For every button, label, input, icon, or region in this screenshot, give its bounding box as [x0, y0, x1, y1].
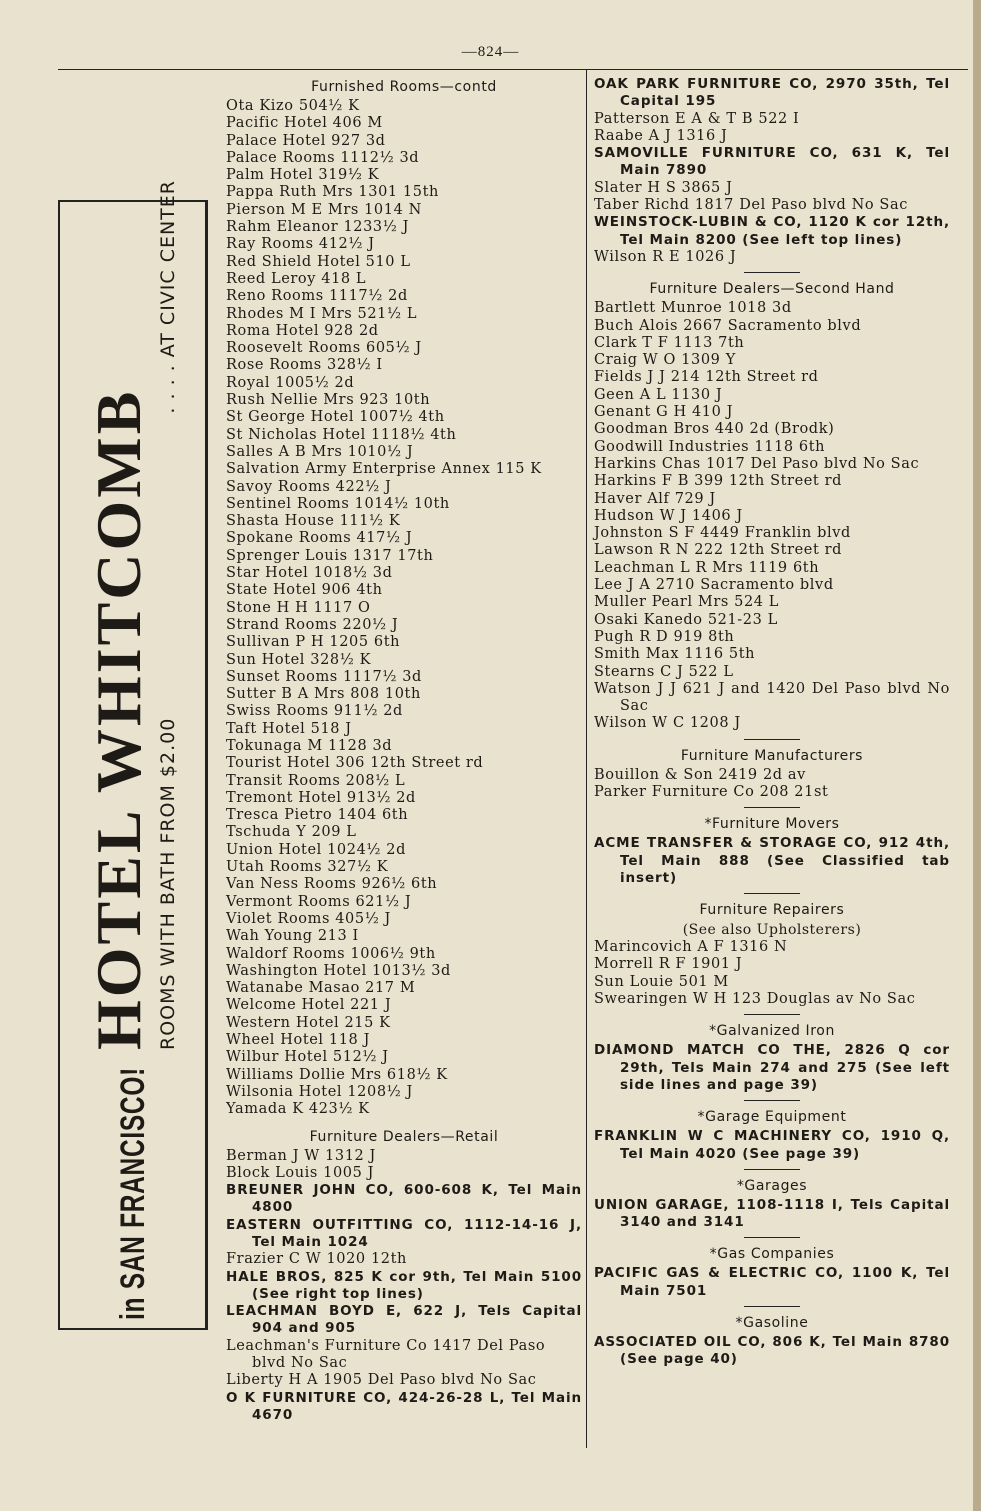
ad-city-line: in SAN FRANCISCO!: [113, 1067, 151, 1320]
bold-listing: HALE BROS, 825 K cor 9th, Tel Main 5100 (See right top lines): [226, 1268, 582, 1302]
ad-hotel-name: HOTEL WHITCOMB: [82, 388, 154, 1050]
header-rule: [58, 69, 968, 70]
list-item: Smith Max 1116 5th: [594, 646, 756, 663]
list-item: Buch Alois 2667 Sacramento blvd: [594, 317, 862, 334]
right-column: [594, 76, 950, 1369]
list-item: Transit Rooms 208½ L: [226, 772, 406, 789]
ad-tagline: [157, 180, 179, 1050]
list-item: Stone H H 1117 O: [226, 599, 371, 616]
list-item: Tremont Hotel 913½ 2d: [226, 789, 416, 806]
list-item: Craig W O 1309 Y: [594, 352, 736, 369]
list-item: Sentinel Rooms 1014½ 10th: [226, 495, 450, 512]
bold-listing: LEACHMAN BOYD E, 622 J, Tels Capital 904 and 905: [226, 1303, 582, 1337]
list-item: Sun Louie 501 M: [594, 973, 729, 990]
list-item: Shasta House 111½ K: [226, 513, 401, 530]
list-item: Palace Hotel 927 3d: [226, 132, 386, 149]
list-item: Reno Rooms 1117½ 2d: [226, 288, 408, 305]
list-item: Sun Hotel 328½ K: [226, 651, 372, 668]
list-item: Lawson R N 222 12th Street rd: [594, 542, 843, 559]
section-heading-galvanized-iron: *Galvanized Iron: [709, 1023, 835, 1040]
list-item: Block Louis 1005 J: [226, 1164, 375, 1181]
retail-dealers-list: [226, 1148, 582, 1425]
list-item: Osaki Kanedo 521-23 L: [594, 611, 778, 628]
section-divider: [744, 1306, 800, 1307]
section-divider: [744, 893, 800, 894]
list-item: Parker Furniture Co 208 21st: [594, 783, 829, 800]
list-item: Reed Leroy 418 L: [226, 270, 367, 287]
list-item: Rahm Eleanor 1233½ J: [226, 219, 410, 236]
bold-listing: UNION GARAGE, 1108-1118 I, Tels Capital 3140 and 3141: [594, 1196, 950, 1231]
bold-listing: WEINSTOCK-LUBIN & CO, 1120 K cor 12th, Tel Main 8200 (See left top lines): [594, 214, 950, 248]
list-item: Tresca Pietro 1404 6th: [226, 807, 409, 824]
section-heading-garage-equipment: *Garage Equipment: [697, 1109, 847, 1126]
list-item: Marincovich A F 1316 N: [594, 939, 788, 956]
list-item: Washington Hotel 1013½ 3d: [226, 962, 451, 979]
section-heading-repairers: Furniture Repairers: [699, 902, 845, 919]
list-item: Yamada K 423½ K: [226, 1101, 370, 1118]
furnished-rooms-list: [226, 98, 582, 1119]
list-item: Ota Kizo 504½ K: [226, 98, 360, 114]
list-item: Geen A L 1130 J: [594, 386, 723, 403]
list-item: Utah Rooms 327½ K: [226, 859, 389, 876]
bold-listing: EASTERN OUTFITTING CO, 1112-14-16 J, Tel Main 1024: [226, 1216, 582, 1250]
list-item: Patterson E A & T B 522 I: [594, 110, 800, 127]
list-item: Raabe A J 1316 J: [594, 127, 728, 144]
list-item: Bouillon & Son 2419 2d av: [594, 766, 806, 783]
list-item: Leachman's Furniture Co 1417 Del Paso blvd No Sac: [226, 1337, 546, 1372]
page-edge: [973, 0, 981, 1511]
list-item: Pierson M E Mrs 1014 N: [226, 201, 422, 218]
list-item: Lee J A 2710 Sacramento blvd: [594, 577, 834, 594]
list-item: Leachman L R Mrs 1119 6th: [594, 559, 820, 576]
list-item: Tourist Hotel 306 12th Street rd: [226, 755, 484, 772]
list-item: Johnston S F 4449 Franklin blvd: [594, 525, 851, 542]
list-item: Pappa Ruth Mrs 1301 15th: [226, 184, 439, 201]
ad-main-block: [82, 180, 179, 1050]
bold-listing: OAK PARK FURNITURE CO, 2970 35th, Tel Capital 195: [594, 76, 950, 110]
section-divider: [744, 1100, 800, 1101]
list-item: Rhodes M I Mrs 521½ L: [226, 305, 418, 322]
list-item: Clark T F 1113 7th: [594, 334, 745, 351]
list-item: Roma Hotel 928 2d: [226, 322, 379, 339]
section-heading-manufacturers: Furniture Manufacturers: [680, 747, 864, 764]
list-item: Palace Rooms 1112½ 3d: [226, 149, 420, 166]
list-item: Goodwill Industries 1118 6th: [594, 438, 826, 455]
list-item: Rush Nellie Mrs 923 10th: [226, 392, 431, 409]
list-item: Rose Rooms 328½ I: [226, 357, 383, 374]
list-item: Morrell R F 1901 J: [594, 956, 743, 973]
list-item: Spokane Rooms 417½ J: [226, 530, 413, 547]
list-item: Taber Richd 1817 Del Paso blvd No Sac: [594, 197, 908, 214]
list-item: Tschuda Y 209 L: [226, 824, 357, 841]
bold-listing: O K FURNITURE CO, 424-26-28 L, Tel Main 4670: [226, 1389, 582, 1423]
bold-listing: ACME TRANSFER & STORAGE CO, 912 4th, Tel Main 888 (See Classified tab insert): [594, 835, 950, 886]
left-column: [226, 76, 582, 1424]
list-item: Harkins Chas 1017 Del Paso blvd No Sac: [594, 455, 920, 472]
ad-rooms-text: ROOMS WITH BATH FROM $2.00: [156, 717, 179, 1050]
page-number: —824—: [461, 44, 520, 60]
list-item: Watson J J 621 J and 1420 Del Paso blvd No Sac: [594, 680, 950, 715]
list-item: State Hotel 906 4th: [226, 582, 383, 599]
list-item: Western Hotel 215 K: [226, 1014, 391, 1031]
list-item: St Nicholas Hotel 1118½ 4th: [226, 426, 457, 443]
retail-dealers-continued-list: [594, 76, 950, 266]
section-divider: [744, 739, 800, 740]
list-item: Roosevelt Rooms 605½ J: [226, 340, 422, 357]
list-item: Red Shield Hotel 510 L: [226, 253, 411, 270]
list-item: Muller Pearl Mrs 524 L: [594, 594, 780, 611]
list-item: Swiss Rooms 911½ 2d: [226, 703, 403, 720]
section-heading-gasoline: *Gasoline: [735, 1315, 809, 1332]
list-item: Royal 1005½ 2d: [226, 374, 355, 391]
section-divider: [744, 1014, 800, 1015]
section-heading-gas-companies: *Gas Companies: [709, 1246, 835, 1263]
list-item: Liberty H A 1905 Del Paso blvd No Sac: [226, 1372, 537, 1389]
list-item: Wilsonia Hotel 1208½ J: [226, 1083, 413, 1100]
section-divider: [744, 272, 800, 273]
list-item: Williams Dollie Mrs 618½ K: [226, 1066, 448, 1083]
list-item: Tokunaga M 1128 3d: [226, 737, 393, 754]
section-heading-second-hand: Furniture Dealers—Second Hand: [649, 281, 895, 298]
list-item: Taft Hotel 518 J: [226, 720, 352, 737]
section-heading-dealers-retail: Furniture Dealers—Retail: [309, 1128, 499, 1145]
list-item: Welcome Hotel 221 J: [226, 997, 392, 1014]
section-heading-furnished-rooms: Furnished Rooms—contd: [311, 79, 497, 95]
list-item: Palm Hotel 319½ K: [226, 167, 380, 184]
list-item: Haver Alf 729 J: [594, 490, 716, 507]
bold-listing: ASSOCIATED OIL CO, 806 K, Tel Main 8780 (See page 40): [594, 1334, 950, 1368]
section-heading-garages: *Garages: [736, 1177, 808, 1194]
bold-listing: FRANKLIN W C MACHINERY CO, 1910 Q, Tel Main 4020 (See page 39): [594, 1128, 950, 1162]
list-item: Violet Rooms 405½ J: [226, 910, 391, 927]
advertisement-text: [68, 180, 198, 1320]
list-item: Sprenger Louis 1317 17th: [226, 547, 434, 564]
ad-location-text: . . . . AT CIVIC CENTER: [156, 180, 179, 414]
list-item: Pugh R D 919 8th: [594, 628, 735, 645]
list-item: Wilson W C 1208 J: [594, 715, 741, 732]
bold-listing: SAMOVILLE FURNITURE CO, 631 K, Tel Main 7890: [594, 145, 950, 179]
list-item: Vermont Rooms 621½ J: [226, 893, 412, 910]
list-item: Wheel Hotel 118 J: [226, 1032, 370, 1049]
list-item: Waldorf Rooms 1006½ 9th: [226, 945, 436, 962]
list-item: Savoy Rooms 422½ J: [226, 478, 392, 495]
list-item: Star Hotel 1018½ 3d: [226, 565, 393, 582]
list-item: Pacific Hotel 406 M: [226, 115, 383, 132]
hotel-advertisement: [58, 180, 208, 1330]
list-item: Sunset Rooms 1117½ 3d: [226, 668, 422, 685]
list-item: Salles A B Mrs 1010½ J: [226, 443, 414, 460]
list-item: Wah Young 213 I: [226, 928, 359, 945]
list-item: Slater H S 3865 J: [594, 179, 733, 196]
see-also-note: (See also Upholsterers): [682, 922, 862, 939]
list-item: Watanabe Masao 217 M: [226, 980, 416, 997]
list-item: Bartlett Munroe 1018 3d: [594, 300, 792, 317]
list-item: Frazier C W 1020 12th: [226, 1251, 407, 1268]
list-item: Ray Rooms 412½ J: [226, 236, 375, 253]
list-item: Wilbur Hotel 512½ J: [226, 1049, 389, 1066]
list-item: Swearingen W H 123 Douglas av No Sac: [594, 991, 916, 1008]
bold-listing: DIAMOND MATCH CO THE, 2826 Q cor 29th, Tels Main 274 and 275 (See left side lines and page 39): [594, 1042, 950, 1093]
section-divider: [744, 1237, 800, 1238]
list-item: Harkins F B 399 12th Street rd: [594, 473, 842, 490]
bold-listing: PACIFIC GAS & ELECTRIC CO, 1100 K, Tel Main 7501: [594, 1265, 950, 1299]
list-item: St George Hotel 1007½ 4th: [226, 409, 445, 426]
list-item: Goodman Bros 440 2d (Brodk): [594, 421, 835, 438]
list-item: Salvation Army Enterprise Annex 115 K: [226, 461, 542, 478]
list-item: Sullivan P H 1205 6th: [226, 634, 401, 651]
list-item: Berman J W 1312 J: [226, 1147, 376, 1164]
column-divider: [586, 70, 587, 1448]
second-hand-list: [594, 300, 950, 732]
list-item: Union Hotel 1024½ 2d: [226, 841, 406, 858]
list-item: Strand Rooms 220½ J: [226, 616, 399, 633]
list-item: Van Ness Rooms 926½ 6th: [226, 876, 438, 893]
list-item: Sutter B A Mrs 808 10th: [226, 686, 421, 703]
section-divider: [744, 1169, 800, 1170]
list-item: Stearns C J 522 L: [594, 663, 734, 680]
section-heading-movers: *Furniture Movers: [704, 816, 840, 833]
list-item: Fields J J 214 12th Street rd: [594, 369, 819, 386]
bold-listing: BREUNER JOHN CO, 600-608 K, Tel Main 4800: [226, 1182, 582, 1216]
list-item: Wilson R E 1026 J: [594, 248, 737, 265]
list-item: Hudson W J 1406 J: [594, 507, 743, 524]
list-item: Genant G H 410 J: [594, 404, 734, 421]
section-divider: [744, 807, 800, 808]
